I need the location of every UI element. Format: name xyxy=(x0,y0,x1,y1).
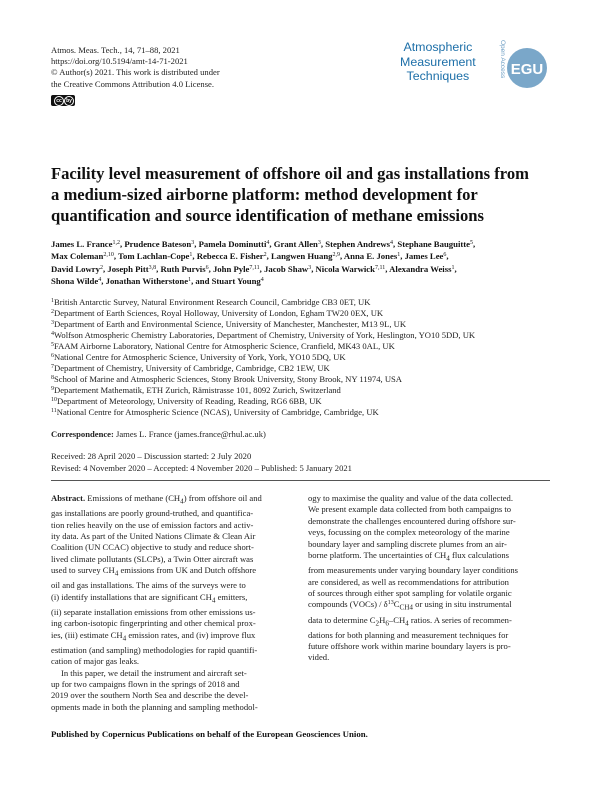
author-line-3 xyxy=(51,263,551,275)
abstract-line: veys, focussing on the complex meteorology of the marine xyxy=(308,527,510,538)
affiliation-item xyxy=(51,374,475,385)
affiliation-number: 6 xyxy=(51,353,54,359)
author-name: , xyxy=(473,239,476,249)
author-line-2 xyxy=(51,250,551,262)
abstract-line: borne platform. The uncertainties of $CH_4$ flux calculations xyxy=(308,550,510,563)
affiliation-number: 2 xyxy=(51,309,54,315)
author-name: , Stephen Andrews xyxy=(320,239,391,249)
abstract-line: boundary layer and sampling discrete plumes from an air- xyxy=(308,538,507,549)
abstract-line: dations for both planning and measurement techniques for xyxy=(308,629,509,640)
author-name: , Tom Lachlan-Cope xyxy=(113,251,190,262)
author-name: , Grant Allen xyxy=(269,239,318,249)
publication-dates xyxy=(51,451,352,474)
abstract-line: tion relies heavily on the use of emission factors and activ- xyxy=(51,519,254,530)
author-list xyxy=(51,238,551,288)
author-affiliation-marker: 1,2 xyxy=(112,240,121,246)
correspondence-label: Correspondence: xyxy=(51,429,114,439)
correspondence xyxy=(51,429,266,439)
author-affiliation-marker: 3,8 xyxy=(148,264,157,271)
abstract-line: ing carbon-isotopic fingerprinting and other chemical prox- xyxy=(51,618,256,629)
author-affiliation-marker: 4 xyxy=(390,240,394,246)
abstract-line: cation of major gas leaks. xyxy=(51,656,140,667)
affiliation-number: 5 xyxy=(51,342,54,348)
author-name: , and Stuart Young xyxy=(191,276,261,287)
journal-name-line-1: Atmospheric xyxy=(403,40,473,54)
author-affiliation-marker: 5 xyxy=(470,240,474,246)
affiliation-number: 8 xyxy=(51,375,54,381)
copyright-line-2: the Creative Commons Attribution 4.0 License. xyxy=(51,78,215,89)
author-affiliation-marker: 3 xyxy=(308,264,312,271)
author-name: , Pamela Dominutti xyxy=(194,239,267,249)
cc-icon: cc xyxy=(54,96,64,106)
affiliation-item xyxy=(51,297,475,308)
author-name: , Stephane Bauguitte xyxy=(393,239,471,249)
abstract-line: We present example data collected from both campaigns to xyxy=(308,504,512,515)
by-icon: by xyxy=(64,96,74,106)
journal-name-line-2: Measurement xyxy=(400,54,476,69)
publisher-footer: Published by Copernicus Publications on behalf of the European Geosciences Union. xyxy=(51,729,368,739)
abstract-line: used to survey $CH_4$ emissions from UK and Dutch offshore xyxy=(51,565,257,578)
author-name: , John Pyle xyxy=(208,263,250,274)
author-name: , Alexandra Weiss xyxy=(385,263,452,274)
author-affiliation-marker: 3 xyxy=(191,240,195,246)
journal-name-line-3: Techniques xyxy=(406,69,470,83)
author-name: , Anna E. Jones xyxy=(340,251,398,262)
affiliation-text: FAAM Airborne Laboratory, National Centre for Atmospheric Science, Cranfield, MK43 0AL, UK xyxy=(54,341,395,351)
abstract-label: Abstract. xyxy=(51,493,86,503)
abstract-line: of sources through either spot sampling for volatile organic xyxy=(308,587,512,598)
abstract-line: vided. xyxy=(308,652,330,663)
dates-line-2: Revised: 4 November 2020 – Accepted: 4 November 2020 – Published: 5 January 2021 xyxy=(51,462,352,473)
paper-title xyxy=(51,163,571,226)
title-line-1: Facility level measurement of offshore oil and gas installations from xyxy=(51,164,529,183)
abstract-line: Coalition (UN CCAC) objective to study and reduce short- xyxy=(51,542,254,553)
affiliation-item xyxy=(51,396,475,407)
author-name: Max Coleman xyxy=(51,251,104,262)
abstract-line: ogy to maximise the quality and value of the data collected. xyxy=(308,493,513,503)
author-name: , Prudence Bateson xyxy=(120,239,192,249)
author-affiliation-marker: 2 xyxy=(263,252,267,259)
abstract-line: In this paper, we detail the instrument and aircraft set- xyxy=(61,667,247,678)
affiliation-item xyxy=(51,341,475,352)
copyright-line-1: © Author(s) 2021. This work is distributed under xyxy=(51,67,220,78)
author-name: , James Lee xyxy=(400,251,444,262)
open-access-text: Open Access xyxy=(499,40,506,79)
cc-license-logo xyxy=(51,95,75,106)
abstract-line: lived climate pollutants (SLCPs), a Twin Otter aircraft was xyxy=(51,553,254,564)
author-name: , Nicola Warwick xyxy=(311,263,375,274)
abstract-line: up for two campaigns flown in the springs of 2018 and xyxy=(51,678,240,689)
author-affiliation-marker: 1 xyxy=(188,277,192,284)
author-affiliation-marker: 1 xyxy=(189,252,193,259)
author-name: , Ruth Purvis xyxy=(156,263,206,274)
author-name: James L. France xyxy=(51,239,113,249)
affiliation-text: National Centre for Atmospheric Science, University of York, York, YO10 5DQ, UK xyxy=(54,352,346,362)
journal-name-logo xyxy=(400,40,476,84)
correspondence-text[interactable]: James L. France (james.france@rhul.ac.uk) xyxy=(113,429,266,439)
author-affiliation-marker: 1 xyxy=(451,264,455,271)
affiliation-text: Department of Earth and Environmental Science, University of Manchester, Manchester, M13 9L, UK xyxy=(54,319,407,329)
author-name: , Rebecca E. Fisher xyxy=(192,251,264,262)
author-line-4 xyxy=(51,275,551,287)
abstract-line: compounds (VOCs) / $\delta^{13}C_{CH4}$ or using in situ instrumental xyxy=(308,599,512,613)
affiliation-item xyxy=(51,308,475,319)
author-affiliation-marker: 4 xyxy=(266,240,270,246)
author-name: , Joseph Pitt xyxy=(103,263,149,274)
affiliation-item xyxy=(51,385,475,396)
abstract-line: data to determine $C_2H_6-CH_4$ ratios. A series of recommen- xyxy=(308,614,512,628)
abstract-line: Abstract. Emissions of methane $(CH_4)$ from offshore oil and xyxy=(51,493,262,506)
affiliation-number: 9 xyxy=(51,386,54,392)
affiliation-list xyxy=(51,297,475,418)
abstract-line: oil and gas installations. The aims of the surveys were to xyxy=(51,580,246,591)
author-affiliation-marker: 3 xyxy=(317,240,321,246)
abstract-line: are considered, as well as recommendations for attribution xyxy=(308,576,509,587)
affiliation-text: National Centre for Atmospheric Science (NCAS), University of Cambridge, Cambridge, UK xyxy=(56,407,379,417)
affiliation-number: 11 xyxy=(51,408,57,414)
affiliation-text: Department of Earth Sciences, Royal Holloway, University of London, Egham TW20 0EX, UK xyxy=(54,308,384,318)
affiliation-number: 1 xyxy=(51,298,54,304)
affiliation-text: Department of Chemistry, University of Cambridge, Cambridge, CB2 1EW, UK xyxy=(54,363,330,373)
abstract-column-2 xyxy=(308,493,552,664)
affiliation-text: School of Marine and Atmospheric Sciences, Stony Brook University, Stony Brook, NY 11974, USA xyxy=(54,374,403,384)
author-name: , Langwen Huang xyxy=(266,251,333,262)
author-affiliation-marker: 2 xyxy=(100,264,103,271)
author-line-1 xyxy=(51,238,551,250)
title-line-2: a medium-sized airborne platform: method development for xyxy=(51,185,478,204)
title-line-3: quantification and source identification of methane emissions xyxy=(51,206,484,225)
abstract-line: from measurements under varying boundary layer conditions xyxy=(308,565,519,576)
affiliation-item xyxy=(51,363,475,374)
affiliation-text: British Antarctic Survey, Natural Environment Research Council, Cambridge CB3 0ET, UK xyxy=(54,297,371,307)
affiliation-number: 4 xyxy=(51,331,54,337)
affiliation-item xyxy=(51,330,475,341)
abstract-line: opments made in both the planning and sampling methodol- xyxy=(51,701,258,712)
abstract-line: (ii) separate installation emissions from other emissions us- xyxy=(51,606,256,617)
abstract-line: future offshore work within marine boundary layers is pro- xyxy=(308,641,511,652)
abstract-line: ity data. As part of the United Nations Climate & Clean Air xyxy=(51,530,256,541)
citation-block xyxy=(51,45,220,90)
affiliation-text: Wolfson Atmospheric Chemistry Laboratories, Department of Chemistry, University of York, Heslington, YO10 5DD, UK xyxy=(54,330,476,340)
abstract-line: demonstrate the challenges encountered during offshore sur- xyxy=(308,515,516,526)
affiliation-item xyxy=(51,407,475,418)
author-affiliation-marker: 6 xyxy=(443,252,447,259)
abstract-line: ies, (iii) estimate $CH_4$ emission rates, and (iv) improve flux xyxy=(51,629,256,643)
svg-text:EGU: EGU xyxy=(510,61,544,78)
author-name: , Jacob Shaw xyxy=(259,263,309,274)
affiliation-number: 7 xyxy=(51,364,54,370)
abstract-line: estimation (and sampling) methodologies for rapid quantifi- xyxy=(51,644,258,655)
abstract-line: 2019 over the southern North Sea and describe the devel- xyxy=(51,690,249,701)
author-name: , xyxy=(454,263,457,274)
doi-link[interactable]: https://doi.org/10.5194/amt-14-71-2021 xyxy=(51,56,188,67)
author-name: , xyxy=(446,251,449,262)
section-divider xyxy=(51,480,550,481)
author-affiliation-marker: 4 xyxy=(260,277,264,284)
author-affiliation-marker: 7,11 xyxy=(374,264,386,271)
dates-line-1: Received: 28 April 2020 – Discussion started: 2 July 2020 xyxy=(51,451,252,461)
abstract-column-1 xyxy=(51,493,293,713)
author-affiliation-marker: 1 xyxy=(397,252,401,259)
affiliation-number: 10 xyxy=(51,397,57,403)
affiliation-number: 3 xyxy=(51,320,54,326)
affiliation-text: Departement Mathematik, ETH Zurich, Rämistrasse 101, 8092 Zurich, Switzerland xyxy=(54,385,341,395)
author-affiliation-marker: 2,10 xyxy=(103,252,114,259)
journal-citation: Atmos. Meas. Tech., 14, 71–88, 2021 xyxy=(51,45,180,55)
affiliation-text: Department of Meteorology, University of Reading, Reading, RG6 6BB, UK xyxy=(57,396,322,406)
author-name: David Lowry xyxy=(51,263,100,274)
author-name: Shona Wilde xyxy=(51,276,99,287)
egu-logo-icon xyxy=(506,47,548,89)
abstract-line: gas installations are poorly ground-truthed, and quantifica- xyxy=(51,508,254,519)
affiliation-item xyxy=(51,352,475,363)
author-affiliation-marker: 2,9 xyxy=(332,252,340,259)
author-name: , Jonathan Witherstone xyxy=(101,276,189,287)
author-affiliation-marker: 7,11 xyxy=(249,264,260,271)
author-affiliation-marker: 4 xyxy=(98,277,102,284)
affiliation-item xyxy=(51,319,475,330)
author-affiliation-marker: 6 xyxy=(205,264,209,271)
abstract-line: (i) identify installations that are significant $CH_4$ emitters, xyxy=(51,591,248,605)
